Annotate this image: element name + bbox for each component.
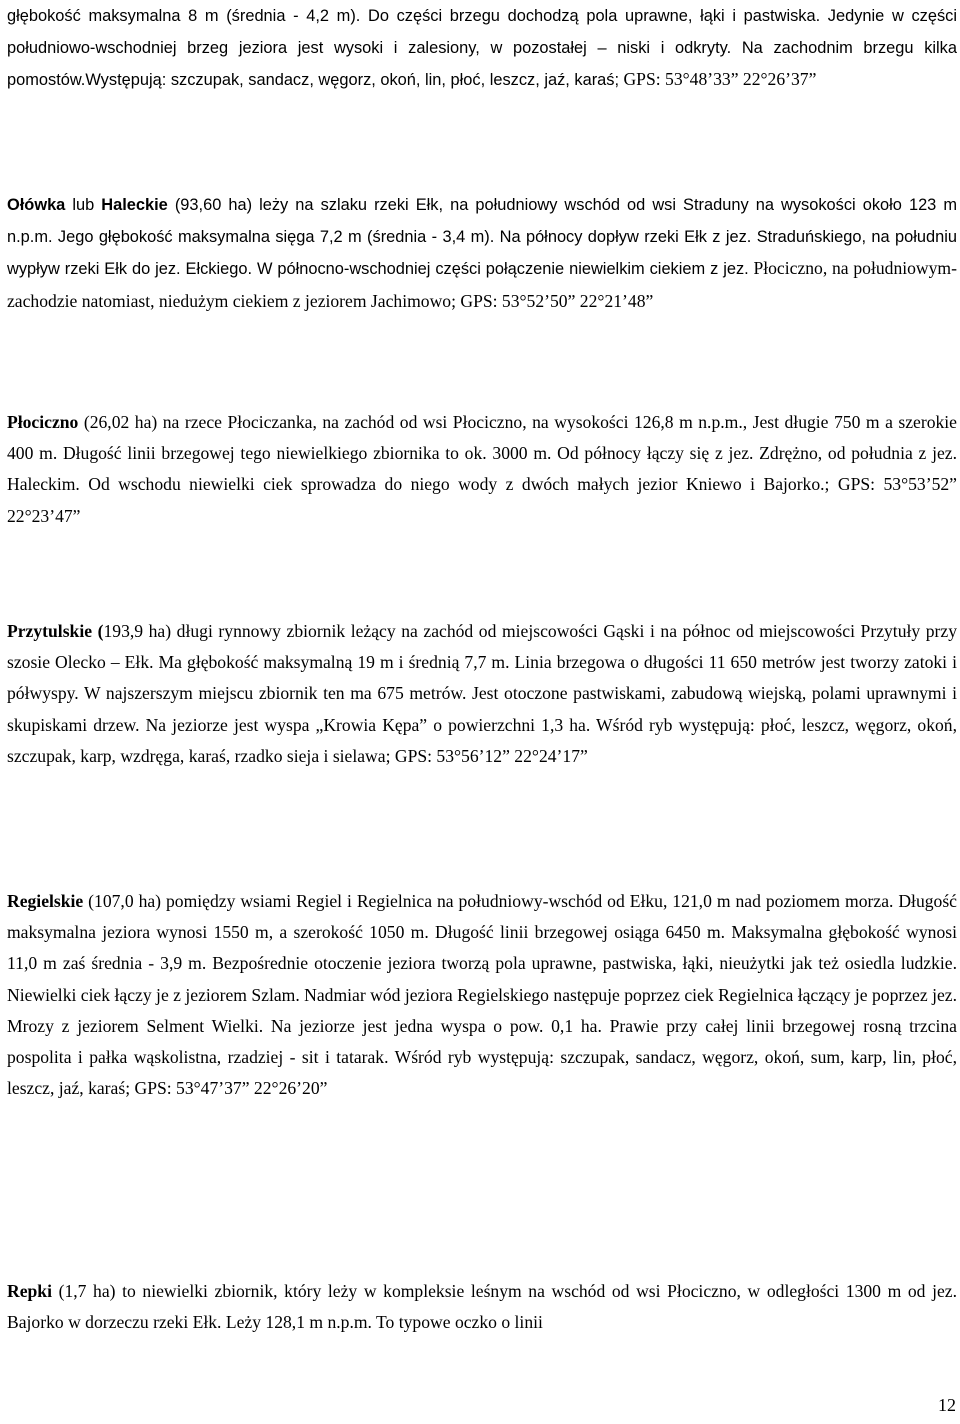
- lake-name: Płociczno: [7, 412, 79, 432]
- paragraph-text: 193,9 ha) długi rynnowy zbiornik leżący na zachód od miejscowości Gąski i na północ od miejscowości Przytuły przy szosie Olecko – Ełk. Ma głębokość maksymalną 19 m i średnią 7,7 m. Linia brzegowa o długości 11 650 metrów jest tworzy zatoki i półwyspy. W najszerszym miejscu zbiornik ten ma 675 metrów. Jest otoczone pastwiskami, zabudową wiejską, polami uprawnymi i skupiskami drzew. Na jeziorze jest wyspa „Krowia Kępa” o powierzchni 1,3 ha. Wśród ryb występują: płoć, leszcz, węgorz, okoń, szczupak, karp, wzdręga, karaś, rzadko sieja i sielawa;: [7, 621, 958, 766]
- paragraph-text: (1,7 ha) to niewielki zbiornik, który leży w kompleksie leśnym na wschód od wsi Płociczno, w odległości 1300 m od jez. Bajorko w dorzeczu rzeki Ełk. Leży 128,1 m n.p.m. To typowe oczko o linii: [7, 1281, 957, 1333]
- gps-coordinates: GPS: 53°52’50” 22°21’48”: [455, 290, 654, 311]
- paragraph-text: Występują: szczupak, sandacz, węgorz, okoń, lin, płoć, leszcz, jaź, karaś;: [85, 71, 620, 90]
- paragraph-text: (26,02 ha) na rzece Płociczanka, na zachód od wsi Płociczno, na wysokości 126,8 m n.p.m., Jest długie 750 m a szerokie 400 m. Długość linii brzegowej tego niewielkiego zbiornika to ok. 3000 m. Od północy łączy się z jez. Zdrężno, od południa z jez. Haleckim. Od wschodu niewielki ciek sprowadza do niego wody z dwóch małych jezior Kniewo i Bajorko.: [7, 412, 957, 495]
- paragraph-continued: [7, 0, 957, 97]
- paragraph-przytulskie: [7, 616, 957, 772]
- gps-coordinates: ; GPS: 53°53’52” 22°23’47”: [7, 474, 957, 526]
- page-number: 12: [938, 1395, 956, 1415]
- paragraph-text: Płociczno, na południowym-zachodzie natomiast, niedużym ciekiem z jeziorem Jachimowo;: [7, 258, 957, 311]
- paragraph-plociczno: [7, 407, 957, 532]
- paragraph-repki: [7, 1276, 957, 1338]
- gps-coordinates: GPS: 53°48’33” 22°26’37”: [623, 69, 817, 90]
- paragraph-regielskie: [7, 886, 957, 1104]
- lake-name-alt: Haleckie: [101, 196, 168, 214]
- paragraph-text: (93,60 ha) leży na szlaku rzeki Ełk, na południowy wschód od wsi Straduny na wysokości około 123 m n.p.m. Jego głębokość maksymalna sięga 7,2 m (średnia - 3,4 m). Na północy dopływ rzeki Ełk z jez. Straduńskiego, na południu wypływ rzeki Ełk do jez. Ełckiego. W północno-wschodniej części połączenie niewielkim ciekiem z jez.: [7, 196, 957, 279]
- gps-coordinates: GPS: 53°47’37” 22°26’20”: [130, 1078, 328, 1099]
- lake-name: Repki: [7, 1281, 52, 1301]
- paragraph-text: (107,0 ha) pomiędzy wsiami Regiel i Regielnica na południowy-wschód od Ełku, 121,0 m nad poziomem morza. Długość maksymalna jeziora wynosi 1550 m, a szerokość 1050 m. Długość linii brzegowej osiąga 6450 m. Maksymalna głębokość wynosi 11,0 m zaś średnia - 3,9 m. Bezpośrednie otoczenie jeziora tworzą pola uprawne, pastwiska, łąki, nieużytki jak też osiedla ludzkie. Niewielki ciek łączy je z jeziorem Szlam. Nadmiar wód jeziora Regielskiego następuje poprzez ciek Regielnica łączący je poprzez jez. Mrozy z jeziorem Selment Wielki. Na jeziorze jest jedna wyspa o pow. 0,1 ha. Prawie przy całej linii brzegowej rosną trzcina pospolita i pałka wąskolistna, rzadziej - sit i tatarak. Wśród ryb występują: szczupak, sandacz, węgorz, okoń, sum, karp, lin, płoć, leszcz, jaź, karaś;: [7, 891, 957, 1099]
- lake-name: Regielskie: [7, 891, 84, 911]
- lake-name: Przytulskie (: [7, 621, 104, 641]
- paragraph-text: lub: [65, 196, 102, 214]
- paragraph-olowka: [7, 189, 957, 317]
- lake-name: Ołówka: [7, 196, 66, 214]
- gps-coordinates: GPS: 53°56’12” 22°24’17”: [390, 745, 588, 766]
- paragraph-text: głębokość maksymalna 8 m (średnia - 4,2 m). Do części brzegu dochodzą pola uprawne, łąki i pastwiska. Jedynie w części południowo-wschodniej brzeg jeziora jest wysoki i zalesiony, w pozostałej – niski i odkryty. Na zachodnim brzegu kilka pomostów.: [7, 7, 957, 90]
